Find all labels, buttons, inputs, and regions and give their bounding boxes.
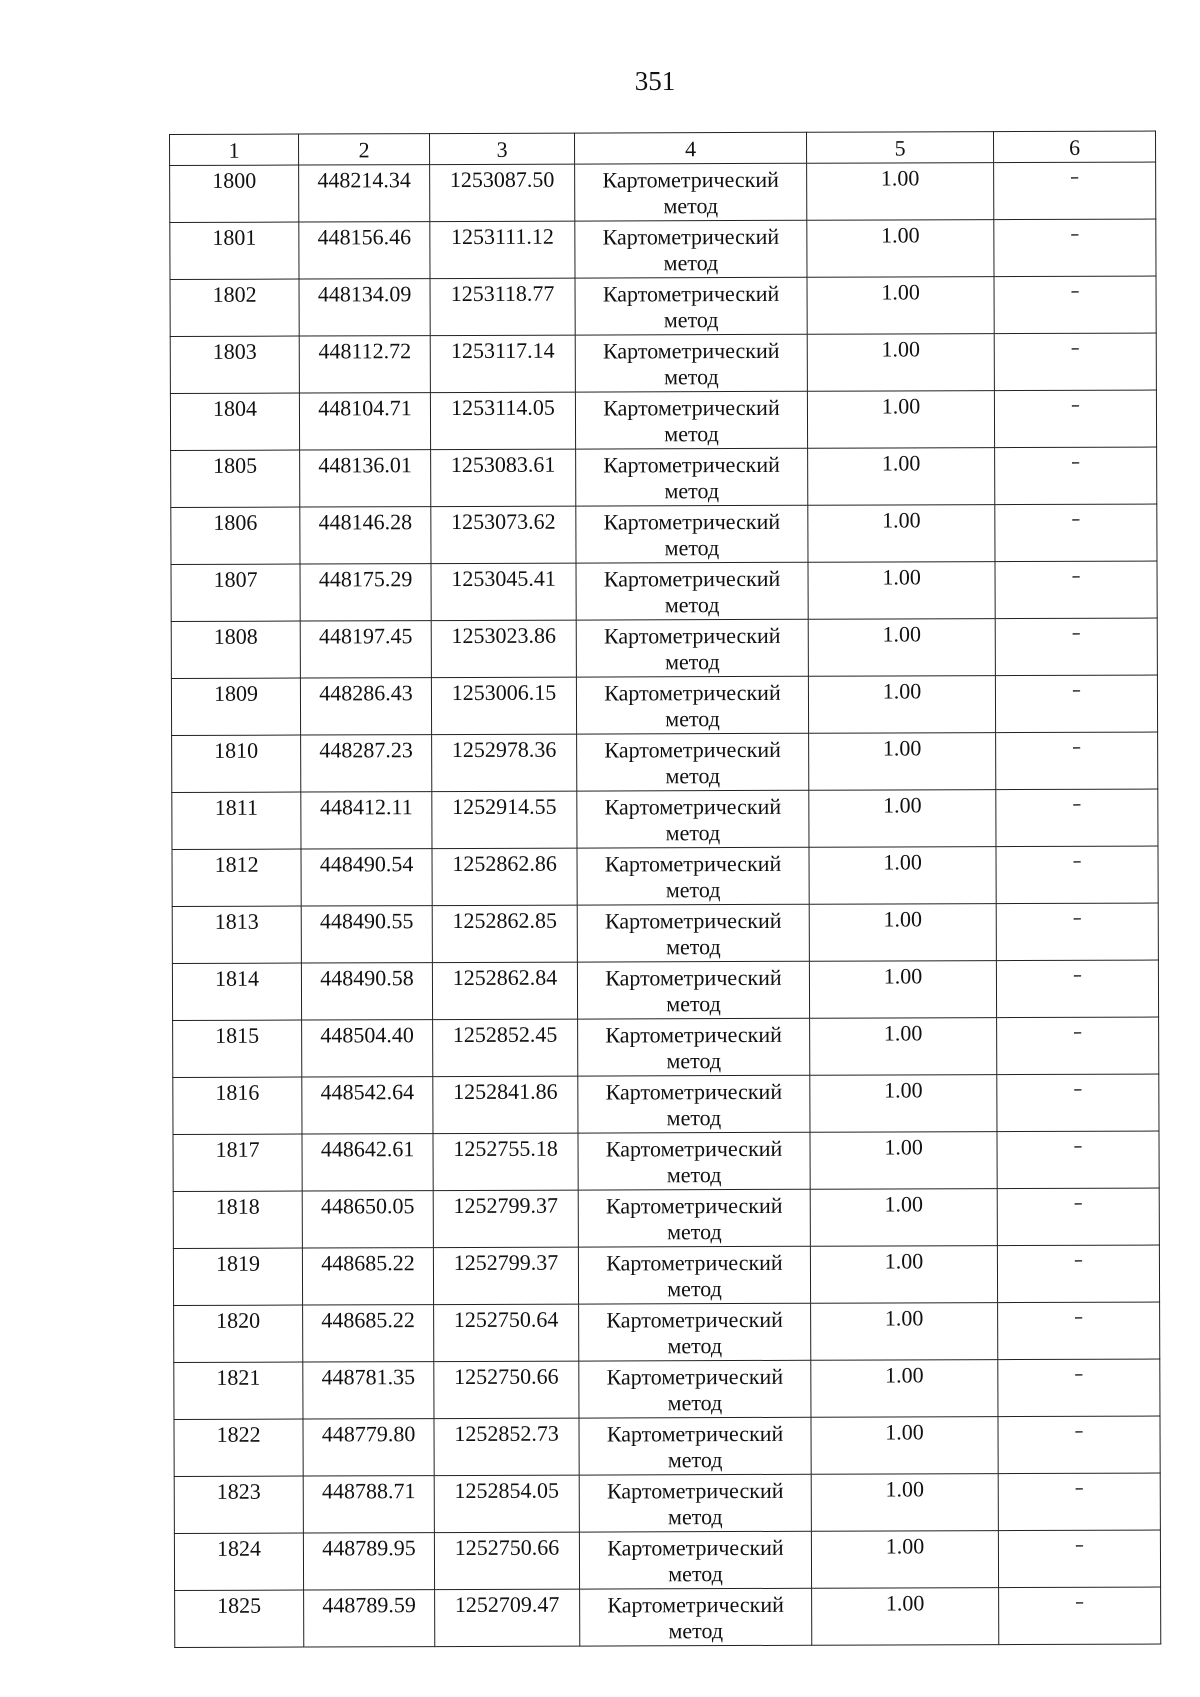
accuracy-cell: 1.00 <box>810 1132 997 1190</box>
x-coordinate-cell: 448146.28 <box>300 507 431 564</box>
x-coordinate-cell: 448197.45 <box>300 621 431 678</box>
coordinates-table-container <box>169 131 1160 1648</box>
table-row <box>172 960 1158 1020</box>
method-cell: Картометрический метод <box>578 1189 810 1247</box>
table-row <box>174 1302 1160 1362</box>
point-number-cell: 1822 <box>174 1419 303 1476</box>
x-coordinate-cell: 448542.64 <box>302 1077 433 1134</box>
accuracy-cell: 1.00 <box>811 1474 998 1532</box>
table-row <box>173 1131 1159 1191</box>
y-coordinate-cell: 1252755.18 <box>433 1133 578 1191</box>
note-cell: – <box>995 561 1157 619</box>
method-cell: Картометрический метод <box>577 961 809 1019</box>
accuracy-cell: 1.00 <box>809 961 996 1019</box>
page-number: 351 <box>634 66 676 96</box>
table-row <box>173 1245 1159 1305</box>
y-coordinate-cell: 1252978.36 <box>432 734 577 792</box>
method-cell: Картометрический метод <box>576 619 808 677</box>
point-number-cell: 1804 <box>170 393 299 450</box>
method-cell: Картометрический метод <box>578 1018 810 1076</box>
table-row <box>174 1473 1160 1533</box>
accuracy-cell: 1.00 <box>810 1246 997 1304</box>
x-coordinate-cell: 448789.59 <box>304 1590 435 1647</box>
note-cell: – <box>995 675 1157 733</box>
y-coordinate-cell: 1253083.61 <box>431 449 576 507</box>
point-number-cell: 1825 <box>175 1590 304 1647</box>
y-coordinate-cell: 1252841.86 <box>433 1076 578 1134</box>
x-coordinate-cell: 448136.01 <box>300 450 431 507</box>
accuracy-cell: 1.00 <box>808 505 995 563</box>
point-number-cell: 1807 <box>171 564 300 621</box>
note-cell: – <box>996 960 1158 1018</box>
accuracy-cell: 1.00 <box>811 1417 998 1475</box>
y-coordinate-cell: 1252799.37 <box>433 1190 578 1248</box>
y-coordinate-cell: 1253073.62 <box>431 506 576 564</box>
table-row <box>172 789 1158 849</box>
y-coordinate-cell: 1252799.37 <box>433 1247 578 1305</box>
note-cell: – <box>998 1416 1160 1474</box>
y-coordinate-cell: 1252914.55 <box>432 791 577 849</box>
point-number-cell: 1800 <box>170 165 299 222</box>
point-number-cell: 1821 <box>174 1362 303 1419</box>
table-row <box>170 333 1156 393</box>
accuracy-cell: 1.00 <box>807 220 994 278</box>
accuracy-cell: 1.00 <box>811 1531 998 1589</box>
column-header-5: 5 <box>806 132 993 164</box>
point-number-cell: 1815 <box>173 1020 302 1077</box>
method-cell: Картометрический метод <box>576 448 808 506</box>
table-body <box>170 162 1161 1647</box>
note-cell: – <box>994 333 1156 391</box>
table-row <box>173 1188 1159 1248</box>
y-coordinate-cell: 1253114.05 <box>430 392 575 450</box>
method-cell: Картометрический метод <box>576 505 808 563</box>
y-coordinate-cell: 1252862.86 <box>432 848 577 906</box>
method-cell: Картометрический метод <box>577 790 809 848</box>
table-row <box>170 219 1156 279</box>
y-coordinate-cell: 1253023.86 <box>431 620 576 678</box>
x-coordinate-cell: 448650.05 <box>302 1191 433 1248</box>
note-cell: – <box>997 1131 1159 1189</box>
table-row <box>172 903 1158 963</box>
y-coordinate-cell: 1252862.84 <box>432 962 577 1020</box>
point-number-cell: 1808 <box>171 621 300 678</box>
note-cell: – <box>996 732 1158 790</box>
point-number-cell: 1812 <box>172 849 301 906</box>
y-coordinate-cell: 1253045.41 <box>431 563 576 621</box>
accuracy-cell: 1.00 <box>808 448 995 506</box>
y-coordinate-cell: 1253111.12 <box>430 221 575 279</box>
table-row <box>172 732 1158 792</box>
y-coordinate-cell: 1252750.64 <box>434 1304 579 1362</box>
method-cell: Картометрический метод <box>575 391 807 449</box>
table-row <box>174 1530 1160 1590</box>
note-cell: – <box>998 1302 1160 1360</box>
method-cell: Картометрический метод <box>578 1246 810 1304</box>
y-coordinate-cell: 1252852.45 <box>433 1019 578 1077</box>
table-row <box>171 675 1157 735</box>
column-header-4: 4 <box>574 132 806 164</box>
method-cell: Картометрический метод <box>578 1075 810 1133</box>
y-coordinate-cell: 1252750.66 <box>434 1361 579 1419</box>
table-row <box>170 276 1156 336</box>
accuracy-cell: 1.00 <box>809 733 996 791</box>
point-number-cell: 1816 <box>173 1077 302 1134</box>
point-number-cell: 1803 <box>170 336 299 393</box>
x-coordinate-cell: 448685.22 <box>302 1248 433 1305</box>
method-cell: Картометрический метод <box>580 1588 812 1646</box>
table-row <box>170 162 1156 222</box>
note-cell: – <box>995 447 1157 505</box>
table-row <box>171 618 1157 678</box>
method-cell: Картометрический метод <box>575 220 807 278</box>
column-header-1: 1 <box>170 134 299 165</box>
y-coordinate-cell: 1253117.14 <box>430 335 575 393</box>
note-cell: – <box>997 1074 1159 1132</box>
point-number-cell: 1802 <box>170 279 299 336</box>
table-row <box>171 561 1157 621</box>
y-coordinate-cell: 1252750.66 <box>434 1532 579 1590</box>
note-cell: – <box>997 1188 1159 1246</box>
accuracy-cell: 1.00 <box>810 1018 997 1076</box>
x-coordinate-cell: 448214.34 <box>299 165 430 222</box>
table-row <box>173 1017 1159 1077</box>
y-coordinate-cell: 1252854.05 <box>434 1475 579 1533</box>
x-coordinate-cell: 448490.54 <box>301 849 432 906</box>
table-row <box>171 504 1157 564</box>
method-cell: Картометрический метод <box>576 676 808 734</box>
y-coordinate-cell: 1253118.77 <box>430 278 575 336</box>
point-number-cell: 1813 <box>172 906 301 963</box>
point-number-cell: 1814 <box>172 963 301 1020</box>
x-coordinate-cell: 448490.58 <box>301 963 432 1020</box>
point-number-cell: 1806 <box>171 507 300 564</box>
note-cell: – <box>995 504 1157 562</box>
point-number-cell: 1818 <box>173 1191 302 1248</box>
accuracy-cell: 1.00 <box>809 847 996 905</box>
y-coordinate-cell: 1252862.85 <box>432 905 577 963</box>
table-row <box>175 1587 1161 1647</box>
note-cell: – <box>998 1530 1160 1588</box>
point-number-cell: 1811 <box>172 792 301 849</box>
x-coordinate-cell: 448175.29 <box>300 564 431 621</box>
accuracy-cell: 1.00 <box>809 790 996 848</box>
accuracy-cell: 1.00 <box>811 1360 998 1418</box>
x-coordinate-cell: 448112.72 <box>299 336 430 393</box>
method-cell: Картометрический метод <box>579 1303 811 1361</box>
accuracy-cell: 1.00 <box>807 391 994 449</box>
y-coordinate-cell: 1252852.73 <box>434 1418 579 1476</box>
note-cell: – <box>994 162 1156 220</box>
x-coordinate-cell: 448134.09 <box>299 279 430 336</box>
accuracy-cell: 1.00 <box>807 334 994 392</box>
x-coordinate-cell: 448156.46 <box>299 222 430 279</box>
column-header-2: 2 <box>299 134 430 165</box>
x-coordinate-cell: 448104.71 <box>299 393 430 450</box>
method-cell: Картометрический метод <box>575 334 807 392</box>
method-cell: Картометрический метод <box>579 1531 811 1589</box>
method-cell: Картометрический метод <box>575 277 807 335</box>
accuracy-cell: 1.00 <box>810 1189 997 1247</box>
x-coordinate-cell: 448287.23 <box>301 735 432 792</box>
x-coordinate-cell: 448642.61 <box>302 1134 433 1191</box>
note-cell: – <box>994 219 1156 277</box>
point-number-cell: 1820 <box>174 1305 303 1362</box>
x-coordinate-cell: 448788.71 <box>303 1476 434 1533</box>
table-row <box>170 390 1156 450</box>
method-cell: Картометрический метод <box>575 163 807 221</box>
x-coordinate-cell: 448779.80 <box>303 1419 434 1476</box>
note-cell: – <box>996 903 1158 961</box>
point-number-cell: 1817 <box>173 1134 302 1191</box>
x-coordinate-cell: 448412.11 <box>301 792 432 849</box>
note-cell: – <box>997 1017 1159 1075</box>
x-coordinate-cell: 448286.43 <box>300 678 431 735</box>
coordinates-table <box>169 131 1161 1648</box>
x-coordinate-cell: 448781.35 <box>303 1362 434 1419</box>
method-cell: Картометрический метод <box>578 1132 810 1190</box>
accuracy-cell: 1.00 <box>812 1588 999 1646</box>
table-row <box>173 1074 1159 1134</box>
note-cell: – <box>999 1587 1161 1645</box>
note-cell: – <box>997 1245 1159 1303</box>
method-cell: Картометрический метод <box>577 904 809 962</box>
note-cell: – <box>996 789 1158 847</box>
method-cell: Картометрический метод <box>577 847 809 905</box>
x-coordinate-cell: 448504.40 <box>302 1020 433 1077</box>
point-number-cell: 1823 <box>174 1476 303 1533</box>
accuracy-cell: 1.00 <box>807 277 994 335</box>
point-number-cell: 1801 <box>170 222 299 279</box>
note-cell: – <box>994 390 1156 448</box>
y-coordinate-cell: 1253087.50 <box>430 164 575 222</box>
note-cell: – <box>995 618 1157 676</box>
point-number-cell: 1819 <box>173 1248 302 1305</box>
method-cell: Картометрический метод <box>576 562 808 620</box>
table-header-row <box>170 131 1156 165</box>
method-cell: Картометрический метод <box>579 1360 811 1418</box>
accuracy-cell: 1.00 <box>808 562 995 620</box>
method-cell: Картометрический метод <box>579 1474 811 1532</box>
x-coordinate-cell: 448490.55 <box>301 906 432 963</box>
note-cell: – <box>998 1473 1160 1531</box>
accuracy-cell: 1.00 <box>810 1075 997 1133</box>
point-number-cell: 1805 <box>171 450 300 507</box>
accuracy-cell: 1.00 <box>808 676 995 734</box>
x-coordinate-cell: 448685.22 <box>303 1305 434 1362</box>
accuracy-cell: 1.00 <box>809 904 996 962</box>
y-coordinate-cell: 1252709.47 <box>435 1589 580 1647</box>
table-row <box>174 1359 1160 1419</box>
table-row <box>171 447 1157 507</box>
column-header-3: 3 <box>430 133 575 165</box>
method-cell: Картометрический метод <box>577 733 809 791</box>
table-row <box>172 846 1158 906</box>
table-row <box>174 1416 1160 1476</box>
method-cell: Картометрический метод <box>579 1417 811 1475</box>
note-cell: – <box>994 276 1156 334</box>
note-cell: – <box>996 846 1158 904</box>
note-cell: – <box>998 1359 1160 1417</box>
column-header-6: 6 <box>993 131 1155 163</box>
accuracy-cell: 1.00 <box>808 619 995 677</box>
accuracy-cell: 1.00 <box>811 1303 998 1361</box>
x-coordinate-cell: 448789.95 <box>303 1533 434 1590</box>
point-number-cell: 1810 <box>172 735 301 792</box>
accuracy-cell: 1.00 <box>807 163 994 221</box>
point-number-cell: 1809 <box>171 678 300 735</box>
y-coordinate-cell: 1253006.15 <box>431 677 576 735</box>
point-number-cell: 1824 <box>174 1533 303 1590</box>
